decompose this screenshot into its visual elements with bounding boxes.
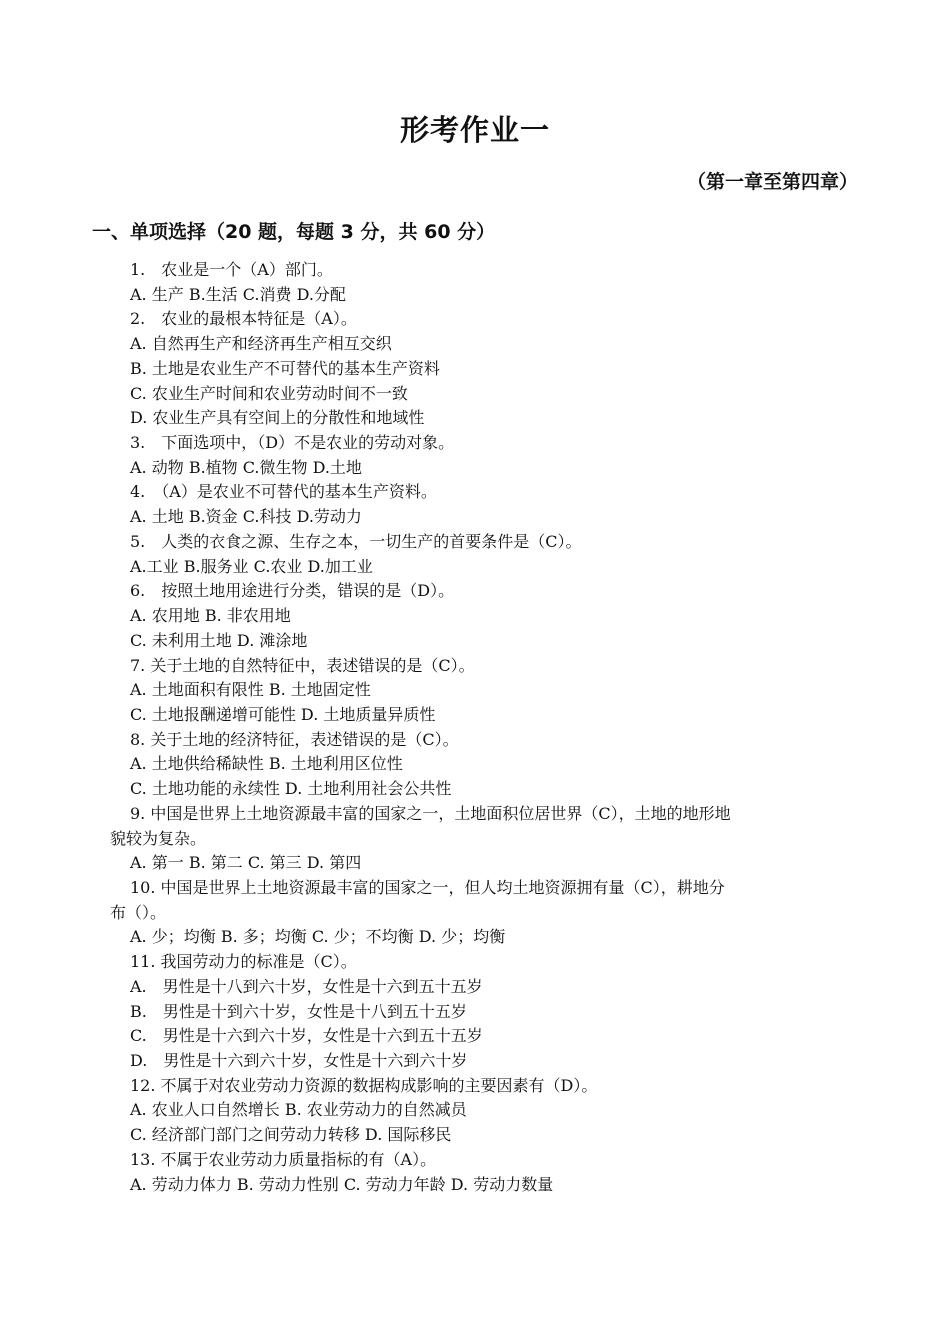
question-line: 7. 关于土地的自然特征中，表述错误的是（C）。 [130,655,475,675]
question-line: 12. 不属于对农业劳动力资源的数据构成影响的主要因素有（D）。 [130,1075,598,1095]
option-line: A. 土地供给稀缺性 B. 土地利用区位性 [130,754,403,774]
option-line: A. 动物 B.植物 C.微生物 D.土地 [130,457,362,477]
question-line: 13. 不属于农业劳动力质量指标的有（A）。 [130,1149,437,1169]
option-line: D. 男性是十六到六十岁，女性是十六到六十岁 [130,1051,468,1070]
question-line: 11. 我国劳动力的标准是（C）。 [130,952,357,972]
option-line: C. 经济部门部门之间劳动力转移 D. 国际移民 [130,1125,452,1145]
page-title: 形考作业一 [399,113,550,147]
question-line: 5. 人类的衣食之源、生存之本，一切生产的首要条件是（C）。 [130,531,582,551]
section-heading: 一、单项选择（20 题，每题 3 分，共 60 分） [92,221,496,243]
option-line: A. 第一 B. 第二 C. 第三 D. 第四 [130,853,362,873]
option-line: A.工业 B.服务业 C.农业 D.加工业 [130,556,373,576]
question-line: 8. 关于土地的经济特征，表述错误的是（C）。 [130,729,459,749]
option-line: A. 土地面积有限性 B. 土地固定性 [130,680,371,700]
option-line: B. 男性是十到六十岁，女性是十八到五十五岁 [130,1001,467,1021]
option-line: A. 土地 B.资金 C.科技 D.劳动力 [130,507,362,527]
question-line: 4. （A）是农业不可替代的基本生产资料。 [130,482,437,502]
question-line: 9. 中国是世界上土地资源最丰富的国家之一，土地面积位居世界（C），土地的地形地 [130,803,731,823]
question-line: 3. 下面选项中，（D）不是农业的劳动对象。 [130,433,455,453]
option-line: D. 农业生产具有空间上的分散性和地域性 [130,408,425,428]
option-line: A. 劳动力体力 B. 劳动力性别 C. 劳动力年龄 D. 劳动力数量 [130,1174,554,1194]
option-line: B. 土地是农业生产不可替代的基本生产资料 [130,358,440,378]
question-line: 10. 中国是世界上土地资源最丰富的国家之一，但人均土地资源拥有量（C），耕地分 [130,877,725,897]
question-line: 6. 按照土地用途进行分类，错误的是（D）。 [130,581,455,601]
question-line: 2. 农业的最根本特征是（A）。 [130,309,357,329]
option-line: C. 男性是十六到六十岁，女性是十六到五十五岁 [130,1026,483,1046]
option-line: C. 土地报酬递增可能性 D. 土地质量异质性 [130,704,436,724]
option-line: A. 农业人口自然增长 B. 农业劳动力的自然减员 [130,1100,467,1120]
question-line-continued: 貌较为复杂。 [110,828,207,848]
option-line: A. 生产 B.生活 C.消费 D.分配 [130,284,346,304]
option-line: C. 农业生产时间和农业劳动时间不一致 [130,383,408,403]
option-line: A. 农用地 B. 非农用地 [130,606,291,626]
question-list [0,258,950,1197]
option-line: A. 自然再生产和经济再生产相互交织 [130,334,392,354]
question-line-continued: 布（）。 [110,902,167,922]
page-subtitle: （第一章至第四章） [686,171,858,193]
option-line: A. 男性是十八到六十岁，女性是十六到五十五岁 [130,976,483,996]
question-line: 1. 农业是一个（A）部门。 [130,260,333,279]
option-line: C. 土地功能的永续性 D. 土地利用社会公共性 [130,779,452,799]
option-line: C. 未利用土地 D. 滩涂地 [130,630,308,650]
option-line: A. 少；均衡 B. 多；均衡 C. 少；不均衡 D. 少；均衡 [130,927,506,947]
